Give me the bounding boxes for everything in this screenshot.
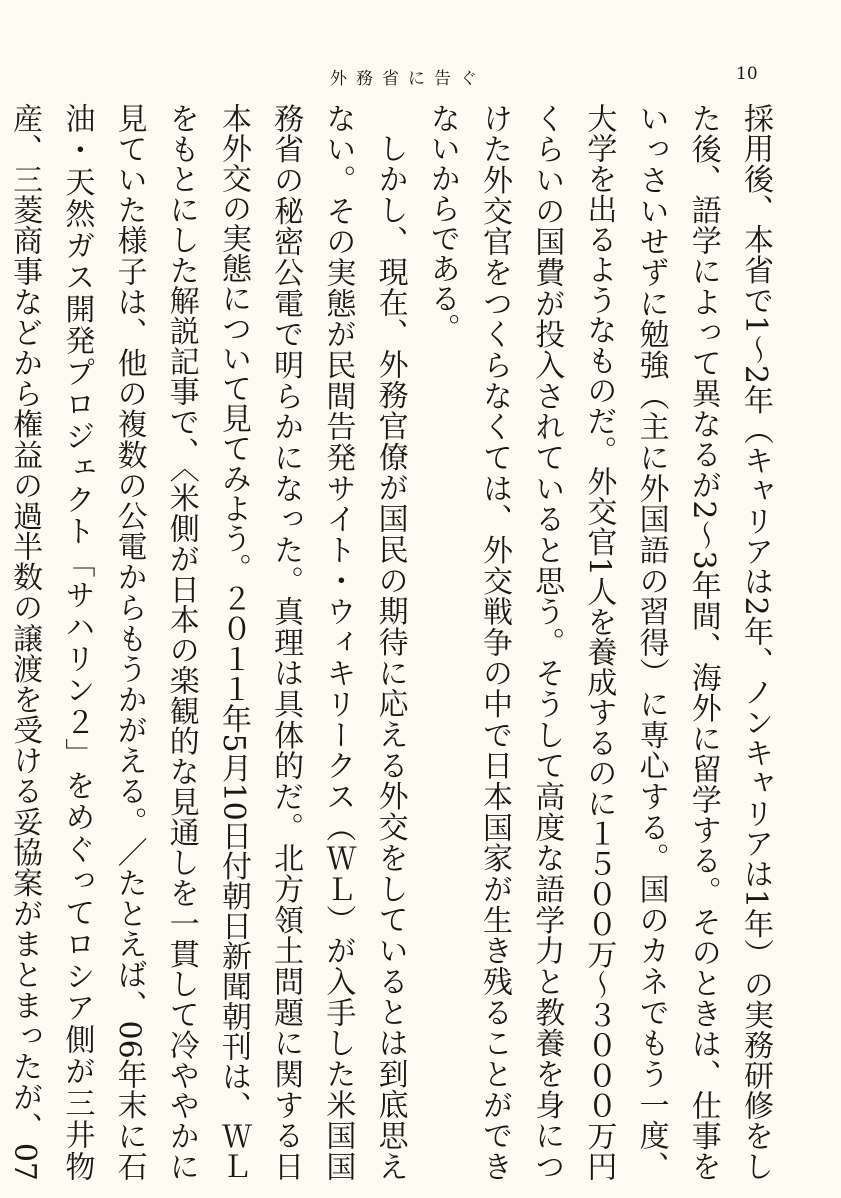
paragraph: しかし、現在、外務官僚が国民の期待に応える外交をしているとは到底思えない。その実態が民間告発サイト・ウィキリークス（ＷＬ）が入手した米国国務省の秘密公電で明らかになった。真理は具体的だ。北方領土問題に関する日本外交の実態について見てみよう。２０１１年5月10日付朝日新聞朝刊は、ＷＬをもとにした解説記事で、〈米側が日本の楽観的な見通しを一貫して冷ややかに見ていた様子は、他の複数の公電からもうかがえる。／たとえば、06年末に石油・天然ガス開発プロジェクト「サハリン２」をめぐってロシア側が三井物産、三菱商事などから権益の過半数の譲渡を受ける妥協案がまとまったが、07 — [7, 103, 408, 1181]
page-number: 10 — [736, 64, 758, 84]
vertical-body-text — [7, 103, 781, 1181]
running-title: 外務省に告ぐ — [330, 69, 486, 89]
paragraph: 採用後、本省で1〜2年（キャリアは2年、ノンキャリアは1年）の実務研修をした後、語学によって異なるが2〜3年間、海外に留学する。そのときは、仕事をいっさいせずに勉強（主に外国語の習得）に専心する。国のカネでもう一度、大学を出るようなものだ。外交官1人を養成するのに１５００万〜３０００万円くらいの国費が投入されていると思う。そうして高度な語学力と教養を身につけた外交官をつくらなくては、外交戦争の中で日本国家が生き残ることができないからである。 — [424, 103, 773, 1181]
